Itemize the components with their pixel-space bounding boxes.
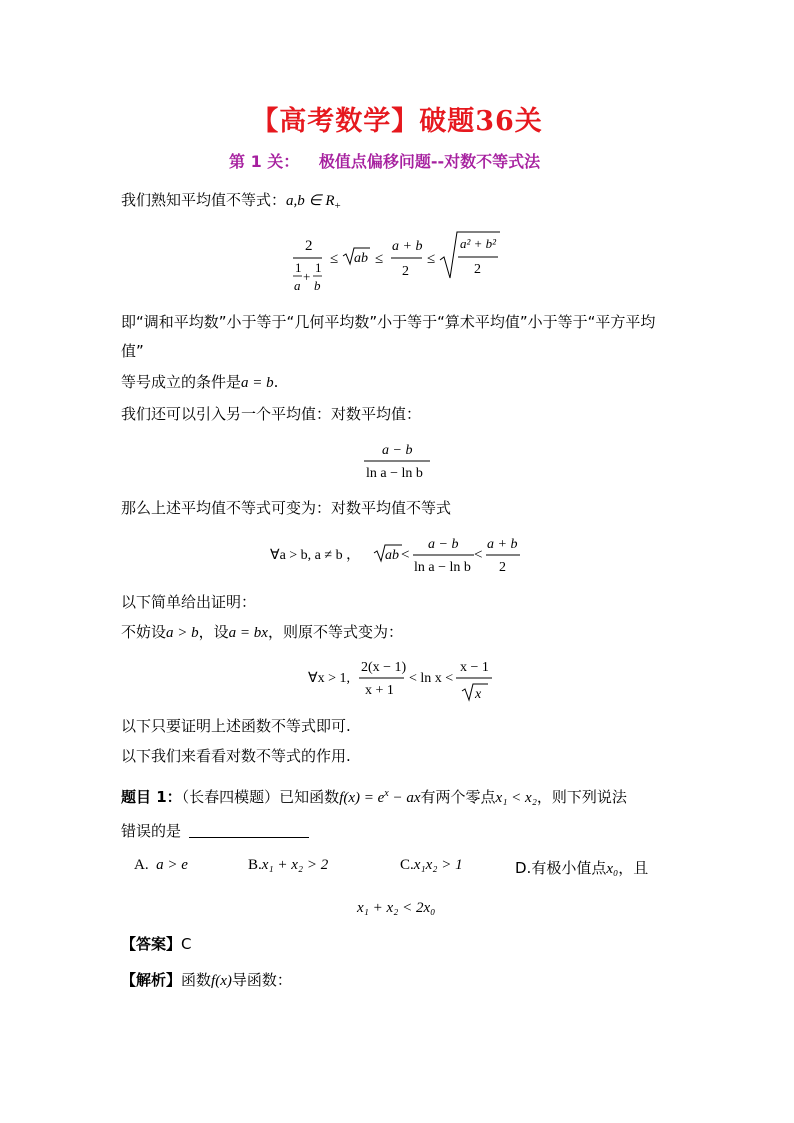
f1-one-over-a-num: 1 xyxy=(295,260,302,275)
log-mean-inequality-formula xyxy=(268,534,528,578)
option-b-math: x₁ + x₂ > 2 xyxy=(261,857,329,873)
answer-line xyxy=(121,934,192,954)
problem-function-tail: − ax xyxy=(388,790,421,806)
mean-inequality-formula xyxy=(290,228,510,298)
problem-zeros: x₁ < x₂ xyxy=(495,790,537,806)
analysis-line xyxy=(121,970,292,991)
f1-apb: a + b xyxy=(392,239,423,254)
function-inequality-formula xyxy=(306,655,506,703)
wlog-line xyxy=(121,622,403,643)
f4-middle: < ln x < xyxy=(409,671,454,686)
option-c-label: C. xyxy=(400,857,414,873)
log-mean-formula xyxy=(360,440,440,482)
intro-line xyxy=(121,190,341,216)
f4-den-2: x xyxy=(475,687,482,702)
problem-function-sup: x xyxy=(384,788,389,799)
section-subtitle xyxy=(229,149,540,172)
equality-condition xyxy=(121,372,278,393)
problem-text-2: 有两个零点 xyxy=(420,788,496,806)
f1-one-over-b-den: b xyxy=(314,278,321,293)
f3-lt-1: < xyxy=(401,547,410,563)
f3-apb: a + b xyxy=(487,537,518,552)
problem-line-1 xyxy=(121,784,627,808)
equality-math: a = b xyxy=(241,375,274,391)
f4-condition: ∀x > 1, xyxy=(308,671,350,686)
wlog-text-1: 不妨设 xyxy=(121,623,167,641)
problem-label: 题目 1： xyxy=(121,788,182,806)
problem-line-2 xyxy=(121,821,309,841)
option-d-label: D.有极小值点 xyxy=(515,859,607,877)
intro-math: a,b ∈ R xyxy=(286,193,335,209)
f2-den: ln a − ln b xyxy=(366,466,423,481)
f3-num: a − b xyxy=(428,537,459,552)
option-a xyxy=(134,857,188,874)
analysis-text-2: 导函数： xyxy=(231,971,292,989)
proof-intro: 以下简单给出证明： xyxy=(121,593,257,611)
f1-sq-den: 2 xyxy=(474,262,481,277)
f1-one-over-b-num: 1 xyxy=(315,260,322,275)
option-c xyxy=(400,857,463,874)
option-d-math-2: x₁ + x₂ < 2x₀ xyxy=(357,900,436,916)
intro-text: 我们熟知平均值不等式： xyxy=(121,191,287,209)
option-d-tail: ，且 xyxy=(618,859,649,877)
only-prove-line: 以下只要证明上述函数不等式即可. xyxy=(121,717,351,735)
f1-plus: + xyxy=(303,269,311,284)
log-mean-intro: 我们还可以引入另一个平均值：对数平均值： xyxy=(121,405,422,423)
f1-ab: ab xyxy=(354,251,368,266)
option-b xyxy=(248,857,328,874)
option-d-line-2 xyxy=(357,900,435,917)
look-role-line: 以下我们来看看对数不等式的作用. xyxy=(121,747,351,765)
f1-le-1: ≤ xyxy=(330,251,339,267)
subtitle-number: 第 1 关： xyxy=(229,152,300,171)
f1-le-2: ≤ xyxy=(375,251,384,267)
wlog-text-2: ，设 xyxy=(198,623,229,641)
analysis-math: f(x) xyxy=(211,973,232,989)
mean-description-line-2: 值” xyxy=(121,342,144,360)
f1-sq-num: a² + b² xyxy=(460,236,497,251)
problem-function: f(x) = e xyxy=(339,790,385,806)
wlog-math-1: a > b xyxy=(166,625,199,641)
f3-condition: ∀a > b, a ≠ b ， xyxy=(270,548,361,563)
page-title: 【高考数学】破题36关 xyxy=(251,106,543,137)
wlog-math-2: a = bx xyxy=(228,625,268,641)
option-b-label: B. xyxy=(248,857,262,873)
f1-apb-den: 2 xyxy=(402,264,409,279)
problem-question: 错误的是 xyxy=(121,822,182,840)
f4-num-2: x − 1 xyxy=(460,660,489,675)
wlog-text-3: ，则原不等式变为： xyxy=(267,623,403,641)
problem-text-3: ，则下列说法 xyxy=(536,788,627,806)
problem-text-1: （长春四模题）已知函数 xyxy=(181,788,340,806)
f4-den: x + 1 xyxy=(365,683,394,698)
analysis-label: 【解析】 xyxy=(121,971,182,989)
f1-le-3: ≤ xyxy=(427,251,436,267)
f3-lt-2: < xyxy=(474,547,483,563)
answer-label: 【答案】 xyxy=(121,935,182,953)
f1-numerator-2: 2 xyxy=(305,238,313,254)
equality-text: 等号成立的条件是 xyxy=(121,373,242,391)
f3-den: ln a − ln b xyxy=(414,560,471,575)
analysis-text-1: 函数 xyxy=(181,971,212,989)
f2-num: a − b xyxy=(382,443,413,458)
subtitle-topic: 极值点偏移问题--对数不等式法 xyxy=(318,152,541,171)
equality-end: . xyxy=(273,373,279,391)
answer-blank[interactable] xyxy=(189,823,309,838)
option-a-label: A. xyxy=(134,857,149,873)
option-d xyxy=(515,857,648,878)
option-d-math: x₀ xyxy=(606,861,619,877)
option-a-math: a > e xyxy=(156,857,188,873)
log-inequality-intro: 那么上述平均值不等式可变为：对数平均值不等式 xyxy=(121,499,452,517)
option-c-math: x₁x₂ > 1 xyxy=(413,857,463,873)
answer-value: C xyxy=(181,935,192,953)
f3-ab: ab xyxy=(385,548,399,563)
intro-math-sub: + xyxy=(334,200,341,212)
mean-description-line-1: 即“调和平均数”小于等于“几何平均数”小于等于“算术平均值”小于等于“平方平均 xyxy=(121,313,656,331)
f1-one-over-a-den: a xyxy=(294,278,301,293)
f3-two: 2 xyxy=(499,560,506,575)
f4-num: 2(x − 1) xyxy=(361,660,407,675)
